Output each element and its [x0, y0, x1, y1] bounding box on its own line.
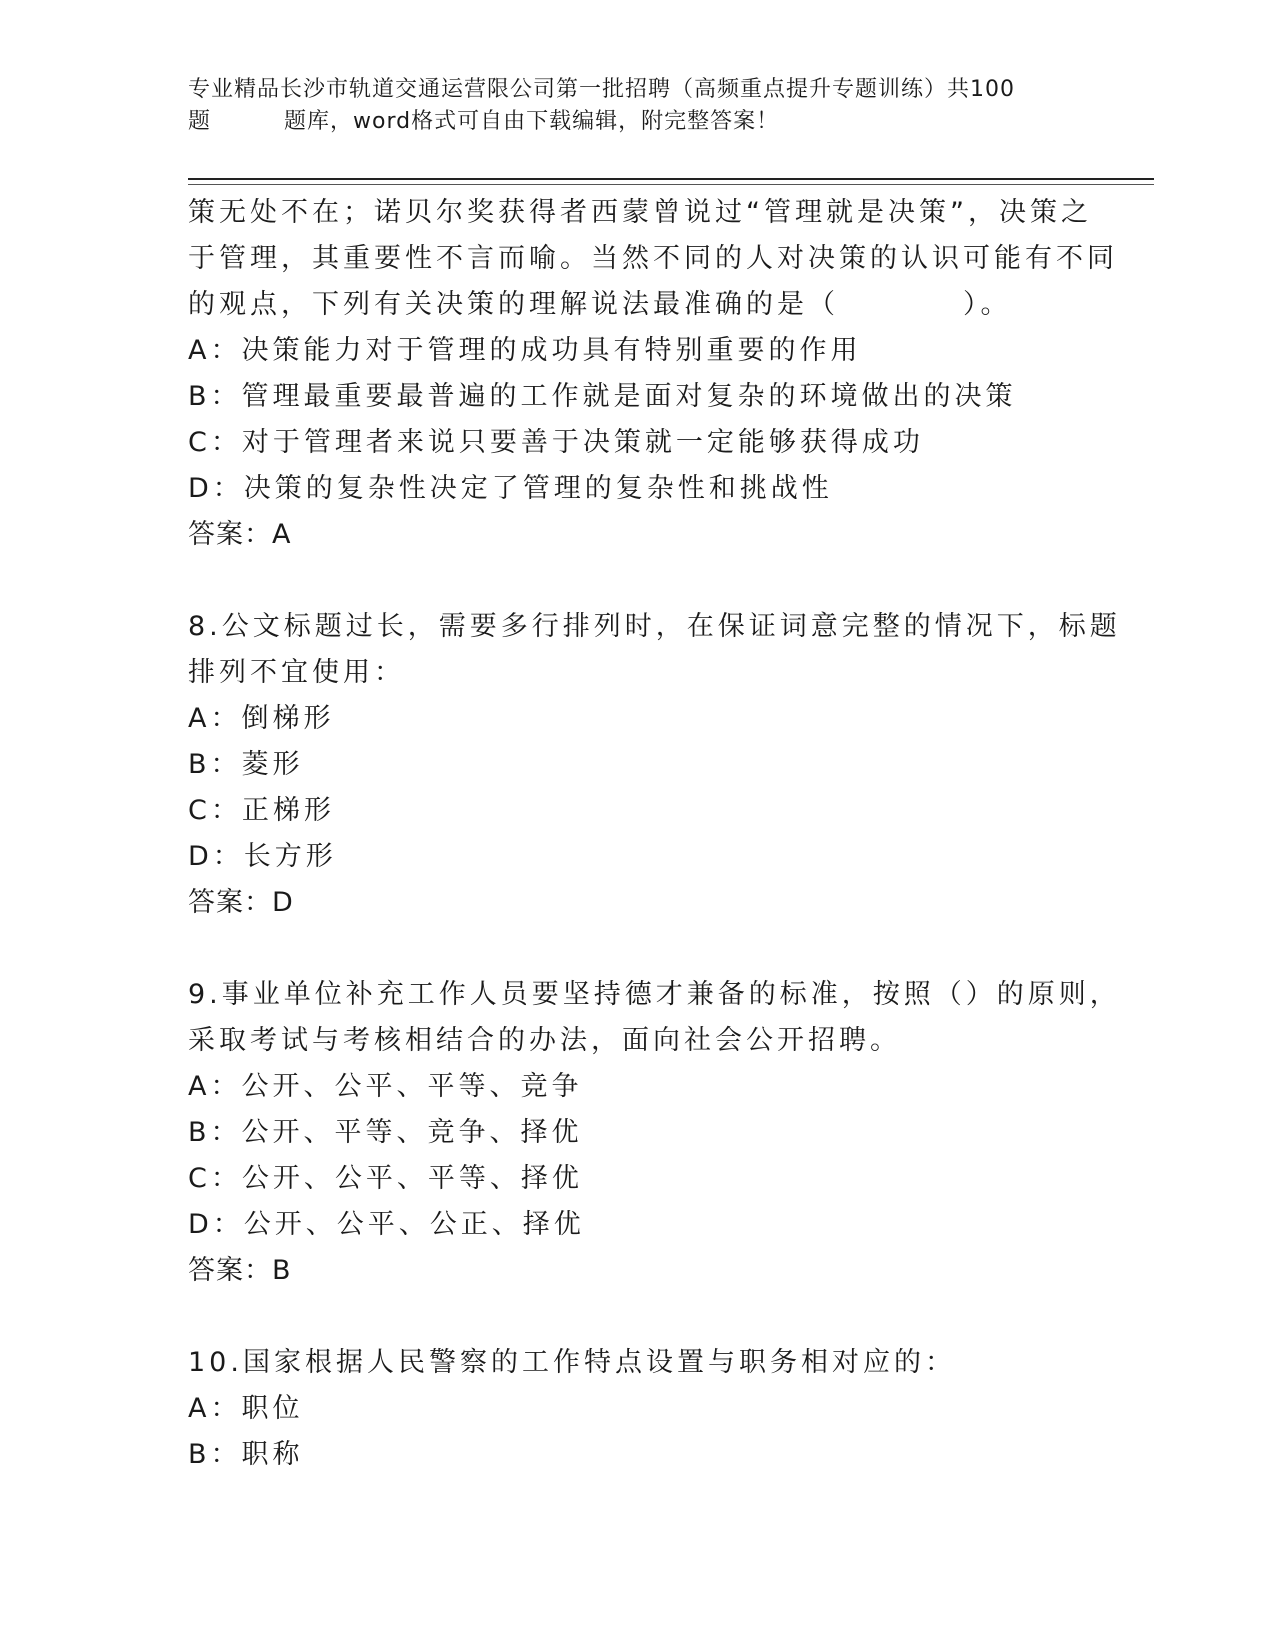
answer-line: 答案：A — [188, 519, 292, 550]
option-b: B：管理最重要最普遍的工作就是面对复杂的环境做出的决策 — [188, 381, 1017, 412]
option-b: B：职称 — [188, 1439, 304, 1470]
question-block-10 — [188, 1340, 1088, 1478]
option-d: D：长方形 — [188, 841, 337, 872]
page-header — [188, 74, 1088, 138]
question-text-line: 排列不宜使用： — [188, 657, 405, 688]
spacer — [188, 926, 1088, 972]
question-block-9 — [188, 972, 1121, 1294]
option-a: A：决策能力对于管理的成功具有特别重要的作用 — [188, 335, 862, 366]
option-a: A：公开、公平、平等、竞争 — [188, 1071, 583, 1102]
option-d: D：公开、公平、公正、择优 — [188, 1209, 585, 1240]
question-block-8 — [188, 604, 1121, 926]
question-text-line: 于管理，其重要性不言而喻。当然不同的人对决策的认识可能有不同 — [188, 243, 1118, 274]
answer-line: 答案：B — [188, 1255, 292, 1286]
option-c: C：正梯形 — [188, 795, 335, 826]
question-text-line: 10.国家根据人民警察的工作特点设置与职务相对应的： — [188, 1347, 956, 1378]
option-a: A：倒梯形 — [188, 703, 335, 734]
question-text-line: 采取考试与考核相结合的办法，面向社会公开招聘。 — [188, 1025, 901, 1056]
header-title-line2-text: 题库，word格式可自由下载编辑，附完整答案！ — [284, 109, 780, 134]
spacer — [188, 558, 1088, 604]
question-block-continued — [188, 190, 1118, 558]
header-divider-thick — [188, 178, 1154, 180]
header-title-line1: 专业精品长沙市轨道交通运营限公司第一批招聘（高频重点提升专题训练）共100 — [188, 77, 1015, 102]
option-d: D：决策的复杂性决定了管理的复杂性和挑战性 — [188, 473, 833, 504]
question-text-line: 8.公文标题过长，需要多行排列时，在保证词意完整的情况下，标题 — [188, 611, 1121, 642]
question-text-line: 策无处不在；诺贝尔奖获得者西蒙曾说过“管理就是决策”，决策之 — [188, 197, 1092, 228]
option-b: B：公开、平等、竞争、择优 — [188, 1117, 583, 1148]
question-text-line: 的观点，下列有关决策的理解说法最准确的是（ ）。 — [188, 289, 1012, 320]
header-divider-thin — [188, 184, 1154, 185]
header-title-line2-prefix: 题 — [188, 109, 212, 134]
answer-line: 答案：D — [188, 887, 294, 918]
question-text-line: 9.事业单位补充工作人员要坚持德才兼备的标准，按照（）的原则， — [188, 979, 1121, 1010]
option-a: A：职位 — [188, 1393, 304, 1424]
question-content — [188, 190, 1121, 1478]
spacer — [188, 1294, 1088, 1340]
header-title-line2 — [188, 106, 1088, 138]
option-b: B：菱形 — [188, 749, 304, 780]
option-c: C：对于管理者来说只要善于决策就一定能够获得成功 — [188, 427, 924, 458]
option-c: C：公开、公平、平等、择优 — [188, 1163, 583, 1194]
